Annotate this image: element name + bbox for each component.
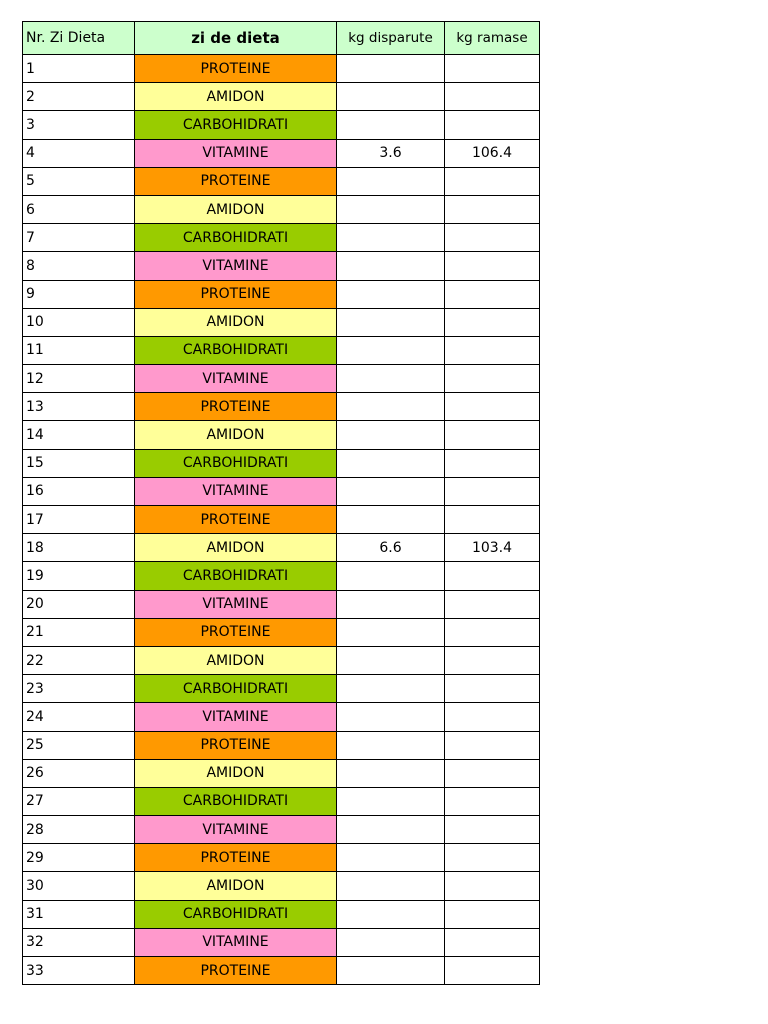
cell-kg-remaining[interactable] — [445, 365, 540, 393]
table-row — [23, 280, 540, 308]
table-row — [23, 111, 540, 139]
cell-diet-day[interactable]: PROTEINE — [135, 844, 337, 872]
cell-kg-remaining[interactable] — [445, 731, 540, 759]
cell-diet-day[interactable]: VITAMINE — [135, 252, 337, 280]
cell-kg-remaining[interactable] — [445, 590, 540, 618]
cell-kg-lost[interactable] — [337, 646, 445, 674]
cell-day-number[interactable]: 28 — [23, 816, 135, 844]
header-day-number[interactable]: Nr. Zi Dieta — [23, 22, 135, 55]
table-row — [23, 900, 540, 928]
cell-day-number[interactable]: 4 — [23, 139, 135, 167]
cell-kg-lost[interactable] — [337, 957, 445, 985]
table-row — [23, 957, 540, 985]
cell-kg-remaining[interactable] — [445, 675, 540, 703]
cell-diet-day[interactable]: VITAMINE — [135, 928, 337, 956]
cell-diet-day[interactable]: CARBOHIDRATI — [135, 449, 337, 477]
table-row — [23, 646, 540, 674]
cell-diet-day[interactable]: PROTEINE — [135, 280, 337, 308]
cell-diet-day[interactable]: AMIDON — [135, 646, 337, 674]
cell-day-number[interactable]: 16 — [23, 477, 135, 505]
cell-day-number[interactable]: 14 — [23, 421, 135, 449]
cell-kg-remaining[interactable] — [445, 506, 540, 534]
cell-diet-day[interactable]: CARBOHIDRATI — [135, 336, 337, 364]
cell-diet-day[interactable]: CARBOHIDRATI — [135, 562, 337, 590]
cell-kg-lost[interactable] — [337, 787, 445, 815]
cell-day-number[interactable]: 10 — [23, 308, 135, 336]
cell-kg-lost[interactable] — [337, 449, 445, 477]
cell-kg-lost[interactable]: 6.6 — [337, 534, 445, 562]
cell-day-number[interactable]: 8 — [23, 252, 135, 280]
cell-day-number[interactable]: 9 — [23, 280, 135, 308]
cell-diet-day[interactable]: AMIDON — [135, 308, 337, 336]
table-row — [23, 421, 540, 449]
table-row — [23, 55, 540, 83]
cell-diet-day[interactable]: VITAMINE — [135, 590, 337, 618]
table-row — [23, 618, 540, 646]
cell-day-number[interactable]: 25 — [23, 731, 135, 759]
cell-kg-lost[interactable] — [337, 336, 445, 364]
cell-diet-day[interactable]: VITAMINE — [135, 139, 337, 167]
cell-day-number[interactable]: 22 — [23, 646, 135, 674]
table-row — [23, 336, 540, 364]
cell-diet-day[interactable]: PROTEINE — [135, 167, 337, 195]
cell-diet-day[interactable]: AMIDON — [135, 83, 337, 111]
cell-kg-lost[interactable] — [337, 928, 445, 956]
table-row — [23, 506, 540, 534]
cell-kg-lost[interactable] — [337, 83, 445, 111]
cell-kg-lost[interactable] — [337, 590, 445, 618]
cell-kg-remaining[interactable] — [445, 957, 540, 985]
cell-kg-lost[interactable] — [337, 224, 445, 252]
table-row — [23, 928, 540, 956]
cell-kg-remaining[interactable] — [445, 872, 540, 900]
table-row — [23, 252, 540, 280]
cell-diet-day[interactable]: PROTEINE — [135, 55, 337, 83]
cell-day-number[interactable]: 31 — [23, 900, 135, 928]
cell-kg-remaining[interactable] — [445, 421, 540, 449]
cell-kg-lost[interactable] — [337, 477, 445, 505]
table-row — [23, 83, 540, 111]
cell-kg-lost[interactable] — [337, 759, 445, 787]
cell-day-number[interactable]: 12 — [23, 365, 135, 393]
cell-diet-day[interactable]: PROTEINE — [135, 506, 337, 534]
cell-kg-lost[interactable] — [337, 195, 445, 223]
table-row — [23, 731, 540, 759]
cell-diet-day[interactable]: VITAMINE — [135, 477, 337, 505]
cell-day-number[interactable]: 11 — [23, 336, 135, 364]
table-row — [23, 449, 540, 477]
cell-kg-remaining[interactable] — [445, 55, 540, 83]
cell-diet-day[interactable]: CARBOHIDRATI — [135, 224, 337, 252]
cell-kg-lost[interactable] — [337, 618, 445, 646]
table-row — [23, 139, 540, 167]
cell-kg-remaining[interactable] — [445, 449, 540, 477]
table-row — [23, 365, 540, 393]
diet-table — [22, 21, 540, 985]
cell-kg-lost[interactable] — [337, 167, 445, 195]
table-row — [23, 477, 540, 505]
cell-kg-remaining[interactable] — [445, 195, 540, 223]
cell-diet-day[interactable]: VITAMINE — [135, 703, 337, 731]
table-row — [23, 872, 540, 900]
table-row — [23, 224, 540, 252]
cell-kg-remaining[interactable] — [445, 562, 540, 590]
cell-day-number[interactable]: 3 — [23, 111, 135, 139]
cell-day-number[interactable]: 26 — [23, 759, 135, 787]
cell-day-number[interactable]: 19 — [23, 562, 135, 590]
cell-day-number[interactable]: 13 — [23, 393, 135, 421]
cell-day-number[interactable]: 29 — [23, 844, 135, 872]
cell-kg-remaining[interactable] — [445, 816, 540, 844]
cell-kg-remaining[interactable] — [445, 703, 540, 731]
cell-diet-day[interactable]: PROTEINE — [135, 393, 337, 421]
cell-kg-remaining[interactable]: 106.4 — [445, 139, 540, 167]
cell-kg-remaining[interactable] — [445, 618, 540, 646]
cell-kg-remaining[interactable] — [445, 844, 540, 872]
cell-diet-day[interactable]: PROTEINE — [135, 731, 337, 759]
cell-kg-remaining[interactable]: 103.4 — [445, 534, 540, 562]
cell-day-number[interactable]: 15 — [23, 449, 135, 477]
table-row — [23, 534, 540, 562]
header-kg-remaining[interactable]: kg ramase — [445, 22, 540, 55]
cell-day-number[interactable]: 30 — [23, 872, 135, 900]
table-row — [23, 393, 540, 421]
table-row — [23, 816, 540, 844]
table-row — [23, 590, 540, 618]
cell-kg-lost[interactable] — [337, 816, 445, 844]
table-row — [23, 703, 540, 731]
cell-kg-remaining[interactable] — [445, 167, 540, 195]
cell-kg-lost[interactable] — [337, 55, 445, 83]
table-body — [23, 55, 540, 985]
cell-kg-remaining[interactable] — [445, 336, 540, 364]
cell-kg-remaining[interactable] — [445, 759, 540, 787]
cell-day-number[interactable]: 17 — [23, 506, 135, 534]
header-kg-lost[interactable]: kg disparute — [337, 22, 445, 55]
cell-day-number[interactable]: 5 — [23, 167, 135, 195]
cell-kg-lost[interactable] — [337, 365, 445, 393]
cell-diet-day[interactable]: CARBOHIDRATI — [135, 675, 337, 703]
cell-day-number[interactable]: 20 — [23, 590, 135, 618]
cell-kg-lost[interactable] — [337, 393, 445, 421]
cell-diet-day[interactable]: VITAMINE — [135, 365, 337, 393]
cell-kg-lost[interactable] — [337, 308, 445, 336]
cell-diet-day[interactable]: AMIDON — [135, 872, 337, 900]
cell-kg-lost[interactable] — [337, 900, 445, 928]
cell-kg-remaining[interactable] — [445, 477, 540, 505]
cell-day-number[interactable]: 27 — [23, 787, 135, 815]
cell-kg-remaining[interactable] — [445, 928, 540, 956]
cell-day-number[interactable]: 7 — [23, 224, 135, 252]
cell-day-number[interactable]: 32 — [23, 928, 135, 956]
table-row — [23, 308, 540, 336]
cell-kg-remaining[interactable] — [445, 111, 540, 139]
header-diet-day[interactable]: zi de dieta — [135, 22, 337, 55]
table-row — [23, 167, 540, 195]
cell-diet-day[interactable]: VITAMINE — [135, 816, 337, 844]
cell-diet-day[interactable]: PROTEINE — [135, 957, 337, 985]
cell-kg-remaining[interactable] — [445, 280, 540, 308]
cell-kg-remaining[interactable] — [445, 646, 540, 674]
cell-diet-day[interactable]: AMIDON — [135, 421, 337, 449]
cell-diet-day[interactable]: AMIDON — [135, 195, 337, 223]
table-row — [23, 759, 540, 787]
cell-kg-lost[interactable] — [337, 421, 445, 449]
cell-kg-remaining[interactable] — [445, 252, 540, 280]
cell-kg-lost[interactable] — [337, 872, 445, 900]
cell-kg-lost[interactable] — [337, 506, 445, 534]
cell-day-number[interactable]: 2 — [23, 83, 135, 111]
cell-diet-day[interactable]: PROTEINE — [135, 618, 337, 646]
table-row — [23, 195, 540, 223]
cell-day-number[interactable]: 6 — [23, 195, 135, 223]
cell-day-number[interactable]: 24 — [23, 703, 135, 731]
header-row — [23, 22, 540, 55]
cell-kg-lost[interactable] — [337, 703, 445, 731]
cell-kg-lost[interactable] — [337, 675, 445, 703]
cell-kg-lost[interactable] — [337, 731, 445, 759]
cell-kg-remaining[interactable] — [445, 308, 540, 336]
cell-kg-remaining[interactable] — [445, 787, 540, 815]
cell-diet-day[interactable]: AMIDON — [135, 759, 337, 787]
cell-day-number[interactable]: 18 — [23, 534, 135, 562]
cell-kg-remaining[interactable] — [445, 83, 540, 111]
cell-kg-lost[interactable] — [337, 280, 445, 308]
cell-kg-remaining[interactable] — [445, 393, 540, 421]
table-row — [23, 844, 540, 872]
cell-day-number[interactable]: 1 — [23, 55, 135, 83]
cell-diet-day[interactable]: CARBOHIDRATI — [135, 111, 337, 139]
cell-kg-lost[interactable] — [337, 562, 445, 590]
cell-day-number[interactable]: 23 — [23, 675, 135, 703]
cell-diet-day[interactable]: AMIDON — [135, 534, 337, 562]
cell-diet-day[interactable]: CARBOHIDRATI — [135, 900, 337, 928]
table-row — [23, 562, 540, 590]
cell-kg-lost[interactable]: 3.6 — [337, 139, 445, 167]
cell-diet-day[interactable]: CARBOHIDRATI — [135, 787, 337, 815]
cell-kg-lost[interactable] — [337, 111, 445, 139]
table-row — [23, 787, 540, 815]
cell-kg-lost[interactable] — [337, 252, 445, 280]
cell-day-number[interactable]: 33 — [23, 957, 135, 985]
cell-kg-lost[interactable] — [337, 844, 445, 872]
cell-kg-remaining[interactable] — [445, 224, 540, 252]
table-row — [23, 675, 540, 703]
cell-kg-remaining[interactable] — [445, 900, 540, 928]
cell-day-number[interactable]: 21 — [23, 618, 135, 646]
